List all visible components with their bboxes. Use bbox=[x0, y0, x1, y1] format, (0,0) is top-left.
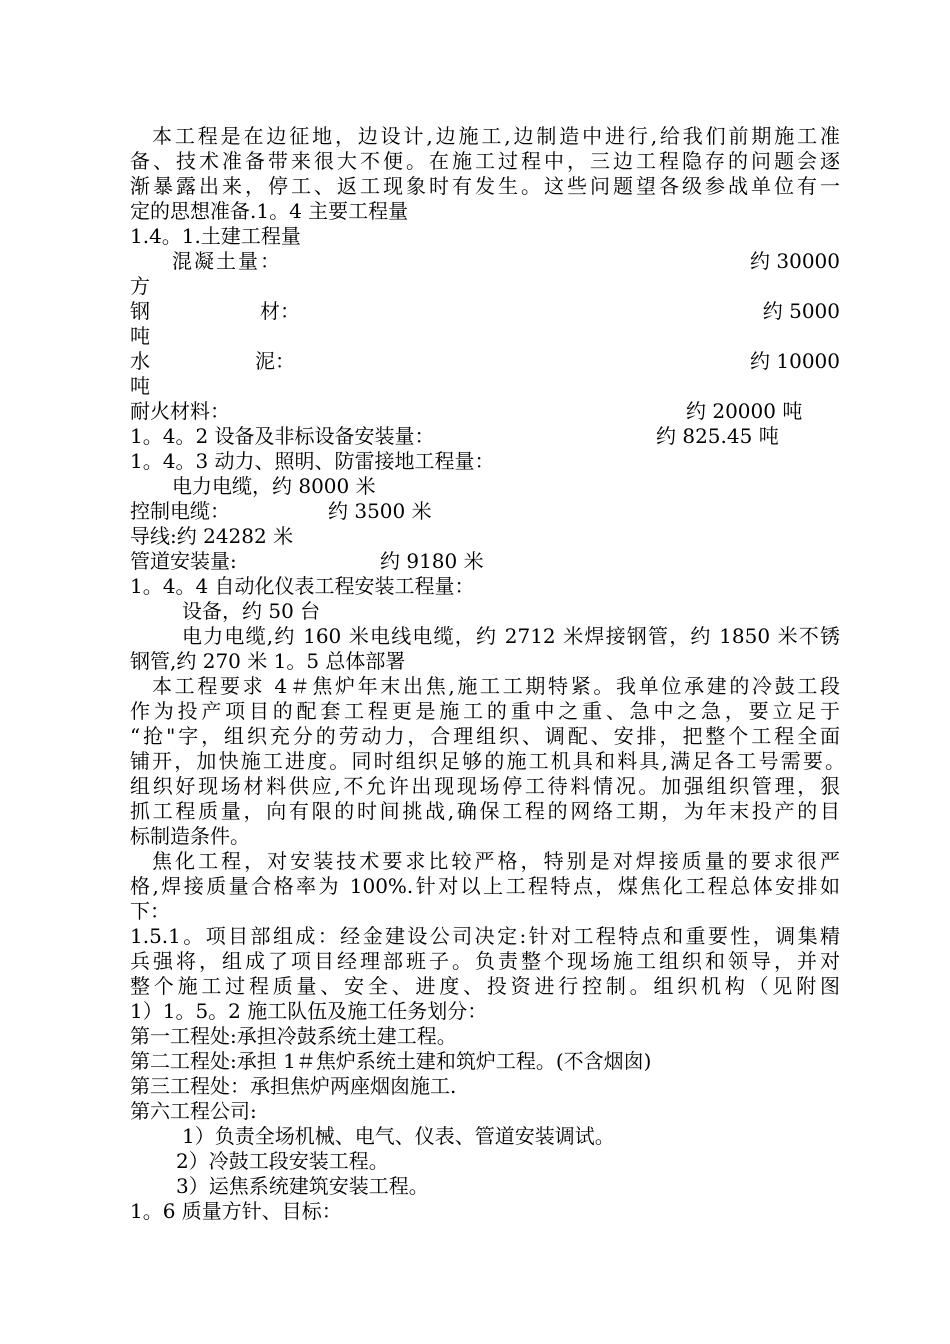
quantity-unit: 吨 bbox=[130, 324, 150, 348]
quantity-label: 耐火材料： bbox=[130, 399, 230, 423]
quantity-row-refractory bbox=[130, 399, 840, 423]
paragraph-line: 本工程是在边征地，边设计,边施工,边制造中进行,给我们前期施工准 bbox=[152, 124, 840, 148]
section-heading: 1。4。4 自动化仪表工程安装工程量： bbox=[130, 574, 475, 598]
quantity-label: 管道安装量: bbox=[130, 549, 237, 573]
paragraph-line: 本工程要求 4＃焦炉年末出焦,施工工期特紧。我单位承建的冷鼓工段 bbox=[152, 674, 840, 698]
quantity-label: 钢 bbox=[130, 299, 150, 323]
quantity-row-pipe bbox=[130, 549, 840, 573]
paragraph-line: 下： bbox=[130, 899, 170, 923]
quantity-row: 电力电缆，约 8000 米 bbox=[172, 474, 376, 498]
quantity-label: 混凝土量： bbox=[172, 249, 282, 273]
paragraph-line: 格,焊接质量合格率为 100%.针对以上工程特点，煤焦化工程总体安排如 bbox=[130, 874, 840, 898]
quantity-value: 约 3500 米 bbox=[328, 499, 432, 523]
quantity-row-steel bbox=[130, 299, 840, 323]
team-item: 第二工程处:承担 1＃焦炉系统土建和筑炉工程。(不含烟囱) bbox=[130, 1049, 652, 1073]
quantity-unit: 吨 bbox=[130, 374, 150, 398]
quantity-label: 材： bbox=[260, 299, 300, 323]
quantity-row-concrete bbox=[130, 249, 840, 273]
quantity-row: 导线:约 24282 米 bbox=[130, 524, 294, 548]
paragraph-line: 组织好现场材料供应,不允许出现现场停工待料情况。加强组织管理，狠 bbox=[130, 774, 840, 798]
paragraph-line: 1.5.1。项目部组成：经金建设公司决定:针对工程特点和重要性，调集精 bbox=[130, 924, 840, 948]
section-heading: 1.4。1.土建工程量 bbox=[130, 224, 301, 248]
paragraph-line: 抓工程质量，向有限的时间挑战,确保工程的网络工期，为年末投产的目 bbox=[130, 799, 840, 823]
paragraph-line: 整个施工过程质量、安全、进度、投资进行控制。组织机构（见附图 bbox=[130, 974, 840, 998]
quantity-row-cement bbox=[130, 349, 840, 373]
list-item: 2）冷鼓工段安装工程。 bbox=[176, 1149, 389, 1173]
paragraph-line: 焦化工程，对安装技术要求比较严格，特别是对焊接质量的要求很严 bbox=[152, 849, 840, 873]
list-item: 1）负责全场机械、电气、仪表、管道安装调试。 bbox=[182, 1124, 615, 1148]
paragraph-line: 兵强将，组成了项目经理部班子。负责整个现场施工组织和领导，并对 bbox=[130, 949, 840, 973]
section-heading: 1。4。2 设备及非标设备安装量： bbox=[130, 424, 435, 448]
quantity-value: 约 10000 bbox=[750, 349, 840, 373]
team-item: 第三工程处：承担焦炉两座烟囱施工. bbox=[130, 1074, 457, 1098]
quantity-unit: 方 bbox=[130, 274, 150, 298]
section-heading: 1。4。3 动力、照明、防雷接地工程量： bbox=[130, 449, 495, 473]
paragraph-line: “抢"字，组织充分的劳动力，合理组织、调配、安排，把整个工程全面 bbox=[130, 724, 840, 748]
quantity-value: 约 825.45 吨 bbox=[656, 424, 779, 448]
paragraph-line: 定的思想准备.1。4 主要工程量 bbox=[130, 199, 409, 223]
quantity-value: 约 30000 bbox=[750, 249, 840, 273]
paragraph-line: 作为投产项目的配套工程更是施工的重中之重、急中之急，要立足于 bbox=[130, 699, 840, 723]
paragraph-line: 标制造条件。 bbox=[130, 824, 250, 848]
paragraph-line: 1）1。5。2 施工队伍及施工任务划分： bbox=[130, 999, 488, 1023]
quantity-value: 约 5000 bbox=[762, 299, 840, 323]
quantity-label: 泥： bbox=[255, 349, 295, 373]
quantity-row: 设备，约 50 台 bbox=[182, 599, 321, 623]
quantity-label: 控制电缆： bbox=[130, 499, 230, 523]
team-item: 第一工程处:承担冷鼓系统土建工程。 bbox=[130, 1024, 457, 1048]
paragraph-line: 铺开，加快施工进度。同时组织足够的施工机具和料具,满足各工号需要。 bbox=[130, 749, 845, 773]
paragraph-line: 备、技术准备带来很大不便。在施工过程中，三边工程隐存的问题会逐 bbox=[130, 149, 840, 173]
section-heading: 1。6 质量方针、目标： bbox=[130, 1199, 342, 1223]
quantity-row-control-cable bbox=[130, 499, 840, 523]
paragraph-line: 渐暴露出来，停工、返工现象时有发生。这些问题望各级参战单位有一 bbox=[130, 174, 840, 198]
paragraph-line: 钢管,约 270 米 1。5 总体部署 bbox=[130, 649, 406, 673]
list-item: 3）运焦系统建筑安装工程。 bbox=[176, 1174, 429, 1198]
quantity-value: 约 20000 吨 bbox=[686, 399, 803, 423]
quantity-value: 约 9180 米 bbox=[380, 549, 484, 573]
quantity-row-equipment bbox=[130, 424, 840, 448]
quantity-label: 水 bbox=[130, 349, 150, 373]
team-item: 第六工程公司: bbox=[130, 1099, 257, 1123]
paragraph-line: 电力电缆,约 160 米电线电缆，约 2712 米焊接钢管，约 1850 米不锈 bbox=[182, 624, 840, 648]
